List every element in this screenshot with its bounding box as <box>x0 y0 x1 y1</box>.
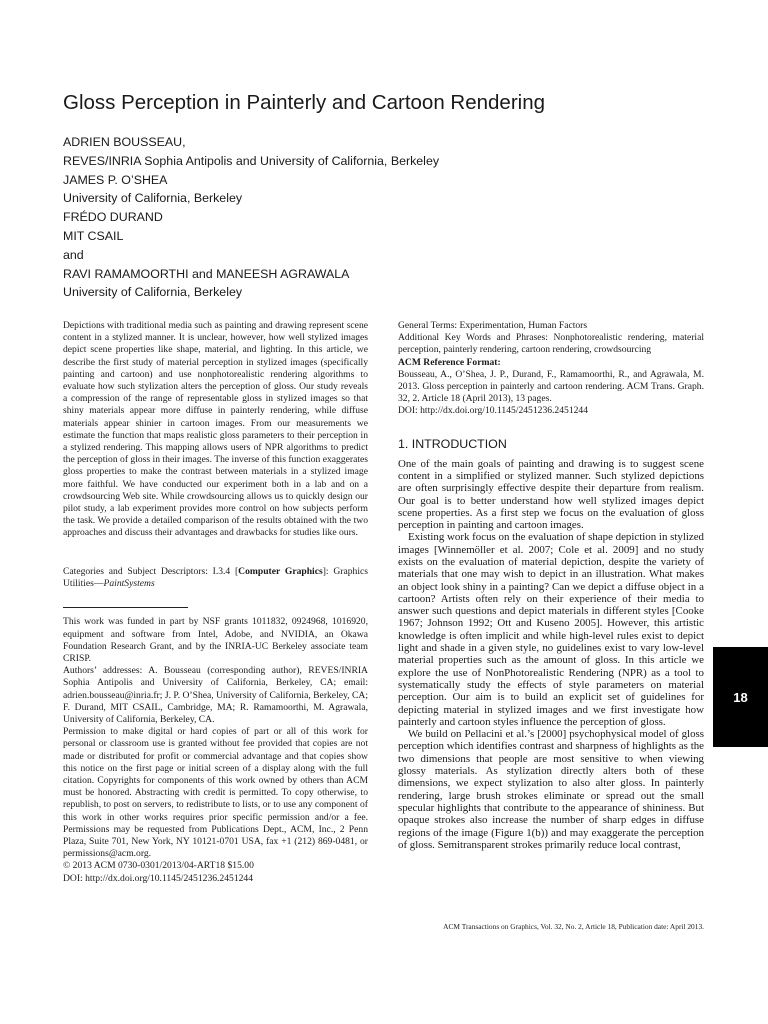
article-number-tab <box>713 647 768 747</box>
copyright-line: © 2013 ACM 0730-0301/2013/04-ART18 $15.00 <box>63 860 254 872</box>
author-line: JAMES P. O’SHEA <box>63 172 168 187</box>
introduction-body <box>398 458 704 852</box>
journal-footer: ACM Transactions on Graphics, Vol. 32, No. 2, Article 18, Publication date: April 2013. <box>443 922 704 931</box>
affiliation-line: MIT CSAIL <box>63 228 124 243</box>
paper-title: Gloss Perception in Painterly and Cartoon Rendering <box>63 91 546 114</box>
authors-addresses: Authors’ addresses: A. Bousseau (corresponding author), REVES/INRIA Sophia Antipolis and University of California, Berkeley, CA; email: adrien.bousseau@inria.fr; J. P. O’Shea, University of California, Berkeley, CA; F. Durand, MIT CSAIL, Cambridge, MA; R. Ramamoorthi, M. Agrawala, University of California, Berkeley, CA. <box>63 665 368 726</box>
doi-line: DOI: http://dx.doi.org/10.1145/2451236.2451244 <box>63 872 254 884</box>
right-column <box>398 320 704 851</box>
keywords: Additional Key Words and Phrases: Nonphotorealistic rendering, material perception, painterly rendering, cartoon rendering, crowdsourcing <box>398 332 704 356</box>
abstract: Depictions with traditional media such as painting and drawing represent scene content in a stylized manner. It is unclear, however, how well stylized images depict scene properties like shape, material, and lighting. In this article, we describe the first study of material perception in stylized images (specifically painting and cartoon) and use nonphotorealistic rendering algorithms to evaluate how such stylization alters the perception of gloss. Our study reveals a compression of the range of representable gloss in stylized images so that shiny materials appear more diffuse in painterly rendering, while diffuse materials appear shinier in cartoon images. From our measurements we estimate the function that maps realistic gloss parameters to their perception in a stylized rendering. This mapping allows users of NPR algorithms to predict the perception of gloss in their images. The inverse of this function exaggerates gloss properties to make the contrast between materials in a stylized image more faithful. We have conducted our experiment both in a lab and on a crowdsourcing Web site. While crowdsourcing allows us to quickly design our pilot study, a lab experiment provides more control on how subjects perform the task. We provide a detailed comparison of the results obtained with the two approaches and discuss their advantages and drawbacks for studies like ours. <box>63 320 368 539</box>
left-column <box>63 320 368 885</box>
funding-note: This work was funded in part by NSF grants 1011832, 0924968, 1016920, equipment and software from Intel, Adobe, and NVIDIA, an Okawa Foundation Research Grant, and by the INRIA-UC Berkeley associate team CRISP. <box>63 616 368 665</box>
categories-middle: ]: Graphics Utilities— <box>63 566 368 590</box>
acm-reference-doi: DOI: http://dx.doi.org/10.1145/2451236.2451244 <box>398 405 589 417</box>
acm-reference-text: Bousseau, A., O’Shea, J. P., Durand, F., Ramamoorthi, R., and Agrawala, M. 2013. Gloss perception in painterly and cartoon rendering. ACM Trans. Graph. 32, 2. Article 18 (April 2013), 13 pages. <box>398 368 704 405</box>
intro-paragraph: One of the main goals of painting and drawing is to suggest scene content in a simplified or stylized manner. Such stylized depictions are often surprisingly effective despite their departure from realism. Our goal is to better understand how well stylized images depict scene properties. As a first step we focus on the evaluation of gloss perception in painting and cartoon images. <box>398 457 704 532</box>
categories-prefix: Categories and Subject Descriptors: I.3.4 [ <box>63 566 239 577</box>
author-block <box>63 133 723 302</box>
footnotes <box>63 616 368 884</box>
author-line: ADRIEN BOUSSEAU, <box>63 135 186 149</box>
article-number: 18 <box>733 689 748 705</box>
section-heading-introduction: 1. INTRODUCTION <box>398 436 507 451</box>
footnote-divider <box>63 607 188 608</box>
affiliation-line: University of California, Berkeley <box>63 191 243 206</box>
intro-paragraph: Existing work focus on the evaluation of shape depiction in stylized images [Winnemöller et al. 2007; Cole et al. 2009] and no study exists on the evaluation of material depiction, despite the variety of materials that one may wish to depict in an illustration. What makes an object look shiny in a painting? Can we depict a diffuse object in a cartoon? Artists often rely on their experience of their media to answer such questions and depict materials in different styles [Cooke 1967; Johnson 1992; Ott and Kuseno 2005]. However, this artistic knowledge is often implicit and while high-level rules exist to depict light and shade in a given style, no guidelines exist to vary low-level material properties such as the amount of gloss. In this article we explore the use of NonPhotorealistic Rendering (NPR) as a tool to systematically study the effects of style parameters on material perception. Our aim is to build an explicit set of guidelines for depicting material in stylized images and we first investigate how painterly and cartoon styles influence the perception of gloss. <box>398 531 704 728</box>
affiliation-line: REVES/INRIA Sophia Antipolis and University of California, Berkeley <box>63 153 440 168</box>
categories-descriptors <box>63 566 368 590</box>
affiliation-line: University of California, Berkeley <box>63 285 243 300</box>
author-conjunction: and <box>63 247 84 262</box>
author-line: RAVI RAMAMOORTHI and MANEESH AGRAWALA <box>63 266 350 281</box>
acm-reference-heading: ACM Reference Format: <box>398 356 501 368</box>
categories-bold: Computer Graphics <box>238 566 323 577</box>
categories-italic: PaintSystems <box>103 578 155 590</box>
permission-notice: Permission to make digital or hard copies of part or all of this work for personal or classroom use is granted without fee provided that copies are not made or distributed for profit or commercial advantage and that copies show this notice on the first page or initial screen of a display along with the full citation. Copyrights for components of this work owned by others than ACM must be honored. Abstracting with credit is permitted. To copy otherwise, to republish, to post on servers, to redistribute to lists, or to use any component of this work in other works requires prior specific permission and/or a fee. Permissions may be requested from Publications Dept., ACM, Inc., 2 Penn Plaza, Suite 701, New York, NY 10121-0701 USA, fax +1 (212) 869-0481, or permissions@acm.org. <box>63 726 368 860</box>
intro-paragraph: We build on Pellacini et al.’s [2000] psychophysical model of gloss perception which identifies contrast and sharpness of highlights as the two dimensions that people are most sensitive to when viewing glossy materials. As stylization directly alters both of these dimensions, we expect stylization to also alter gloss. In painterly rendering, large brush strokes eliminate or spread out the small specular highlights that contribute to the appearance of shininess. But opaque strokes also increase the number of sharp edges in diffuse regions of the image (Figure 1(b)) and may exaggerate the perception of gloss. Semitransparent strokes primarily reduce local contrast, <box>398 728 704 851</box>
author-line: FRÉDO DURAND <box>63 210 163 225</box>
general-terms: General Terms: Experimentation, Human Factors <box>398 320 588 331</box>
